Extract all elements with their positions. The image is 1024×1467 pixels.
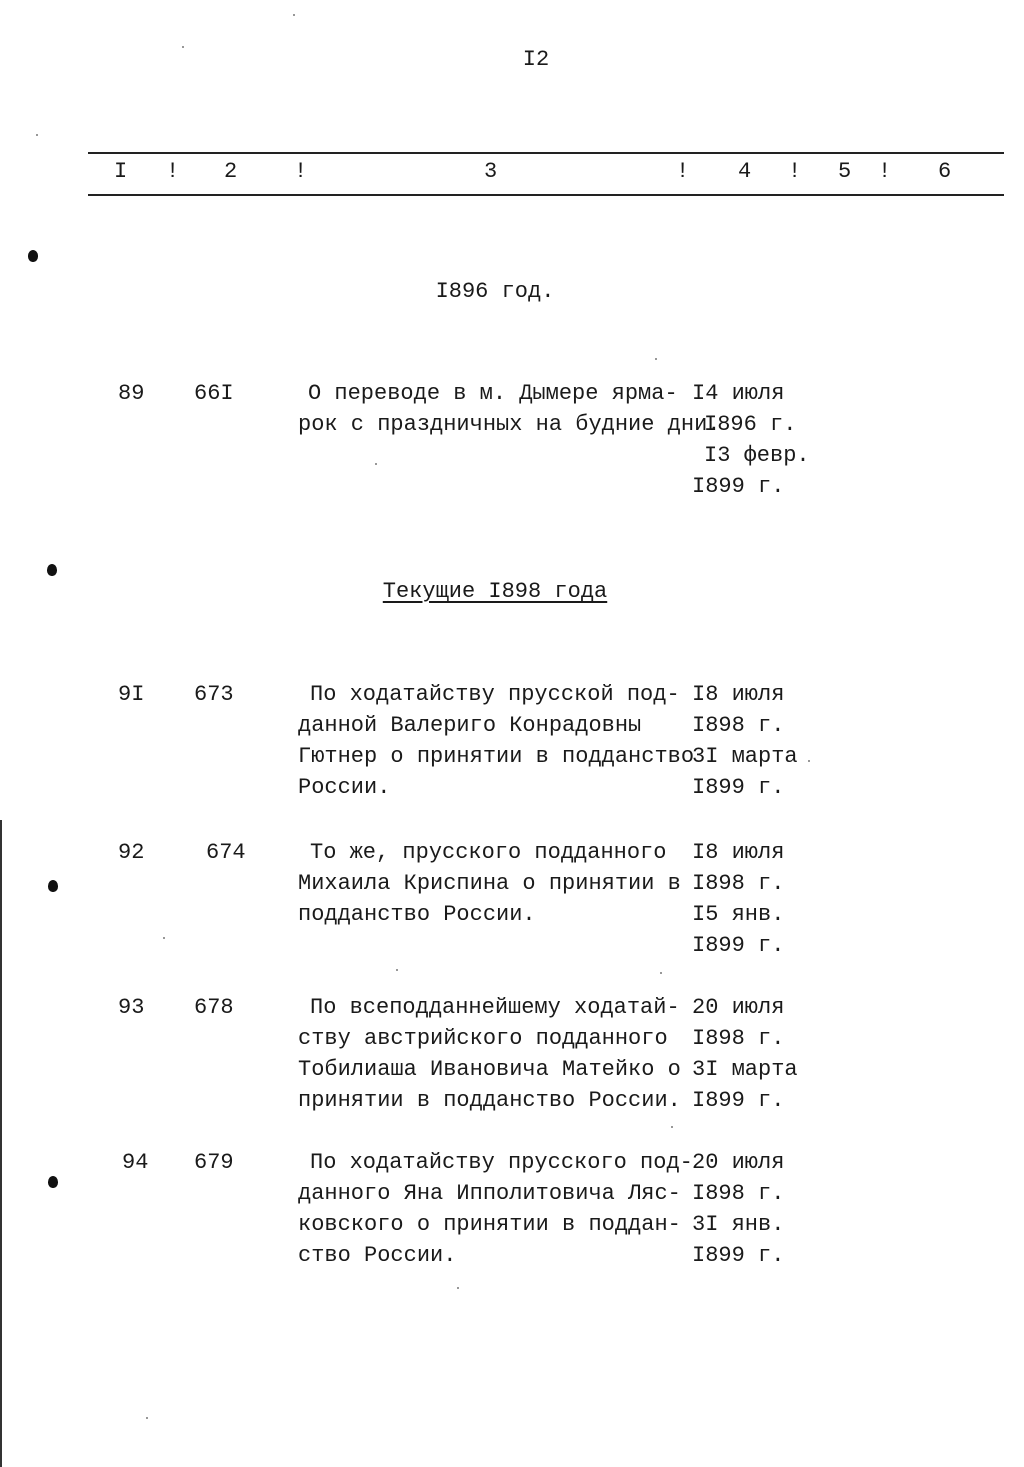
entry-title-line: данного Яна Ипполитовича Ляс- bbox=[298, 1181, 681, 1206]
entry-number: 94 bbox=[122, 1150, 149, 1175]
scan-speck bbox=[146, 1417, 148, 1419]
scan-speck bbox=[396, 969, 398, 971]
column-separator: ! bbox=[676, 159, 690, 184]
entry-date-line: I899 г. bbox=[692, 1088, 785, 1113]
entry-title-line: данной Валериго Конрадовны bbox=[298, 713, 642, 738]
scan-speck bbox=[163, 937, 165, 939]
entry-date-line: I3 февр. bbox=[704, 443, 810, 468]
column-header-4: 4 bbox=[738, 159, 752, 184]
entry-title-line: По ходатайству прусской под- bbox=[310, 682, 680, 707]
entry-title-line: ство России. bbox=[298, 1243, 457, 1268]
column-separator: ! bbox=[878, 159, 892, 184]
entry-date-line: I898 г. bbox=[692, 871, 785, 896]
entry-date-line: I899 г. bbox=[692, 1243, 785, 1268]
entry-date-line: I898 г. bbox=[692, 713, 785, 738]
section-heading-wrap bbox=[0, 576, 990, 607]
entry-number: 9I bbox=[118, 682, 145, 707]
punch-hole-mark bbox=[48, 1176, 58, 1188]
entry-date-line: 3I марта bbox=[692, 1057, 798, 1082]
section-heading: I896 год. bbox=[435, 279, 555, 304]
entry-title-line: По ходатайству прусского под- bbox=[310, 1150, 693, 1175]
entry-title-line: По всеподданнейшему ходатай- bbox=[310, 995, 680, 1020]
scan-speck bbox=[375, 463, 377, 465]
column-separator: ! bbox=[294, 159, 308, 184]
header-rule-bottom bbox=[88, 194, 1004, 196]
entry-file-number: 66I bbox=[194, 381, 234, 406]
entry-title-line: рок с праздничных на будние дни. bbox=[298, 412, 721, 437]
entry-title-line: То же, прусского подданного bbox=[310, 840, 667, 865]
header-rule-top bbox=[88, 152, 1004, 154]
entry-title-line: Михаила Криспина о принятии в bbox=[298, 871, 681, 896]
column-header-5: 5 bbox=[838, 159, 852, 184]
scan-speck bbox=[808, 760, 810, 762]
entry-number: 93 bbox=[118, 995, 145, 1020]
entry-title-line: России. bbox=[298, 775, 391, 800]
entry-date-line: I898 г. bbox=[692, 1181, 785, 1206]
column-separator: ! bbox=[788, 159, 802, 184]
entry-file-number: 673 bbox=[194, 682, 234, 707]
entry-date-line: 3I марта bbox=[692, 744, 798, 769]
entry-date-line: I8 июля bbox=[692, 682, 785, 707]
entry-date-line: I899 г. bbox=[692, 474, 785, 499]
entry-date-line: I4 июля bbox=[692, 381, 785, 406]
entry-title-line: подданство России. bbox=[298, 902, 536, 927]
column-header-1: I bbox=[114, 159, 128, 184]
punch-hole-mark bbox=[48, 880, 58, 892]
entry-file-number: 674 bbox=[206, 840, 246, 865]
punch-hole-mark bbox=[28, 250, 38, 262]
entry-title-line: Гютнер о принятии в подданство bbox=[298, 744, 695, 769]
entry-date-line: I8 июля bbox=[692, 840, 785, 865]
scan-speck bbox=[293, 14, 295, 16]
entry-date-line: 3I янв. bbox=[692, 1212, 785, 1237]
entry-file-number: 678 bbox=[194, 995, 234, 1020]
scan-speck bbox=[655, 358, 657, 360]
scan-speck bbox=[36, 134, 38, 136]
scan-speck bbox=[671, 1126, 673, 1128]
entry-date-line: I896 г. bbox=[704, 412, 797, 437]
entry-date-line: I898 г. bbox=[692, 1026, 785, 1051]
entry-date-line: 20 июля bbox=[692, 1150, 785, 1175]
entry-date-line: I5 янв. bbox=[692, 902, 785, 927]
entry-title-line: ству австрийского подданного bbox=[298, 1026, 668, 1051]
column-separator: ! bbox=[166, 159, 180, 184]
entry-title-line: Тобилиаша Ивановича Матейко о bbox=[298, 1057, 681, 1082]
entry-date-line: I899 г. bbox=[692, 933, 785, 958]
scan-speck bbox=[182, 46, 184, 48]
entry-number: 89 bbox=[118, 381, 145, 406]
column-header-3: 3 bbox=[484, 159, 498, 184]
scan-edge-line bbox=[0, 820, 2, 1467]
column-header-2: 2 bbox=[224, 159, 238, 184]
scan-speck bbox=[660, 972, 662, 974]
entry-title-line: О переводе в м. Дымере ярма- bbox=[308, 381, 678, 406]
entry-date-line: I899 г. bbox=[692, 775, 785, 800]
entry-title-line: принятии в подданство России. bbox=[298, 1088, 681, 1113]
punch-hole-mark bbox=[47, 564, 57, 576]
column-header-6: 6 bbox=[938, 159, 952, 184]
entry-title-line: ковского о принятии в поддан- bbox=[298, 1212, 681, 1237]
entry-number: 92 bbox=[118, 840, 145, 865]
entry-date-line: 20 июля bbox=[692, 995, 785, 1020]
page-number: I2 bbox=[522, 47, 550, 72]
scan-speck bbox=[457, 1287, 459, 1289]
entry-file-number: 679 bbox=[194, 1150, 234, 1175]
section-heading: Текущие I898 года bbox=[382, 579, 608, 604]
